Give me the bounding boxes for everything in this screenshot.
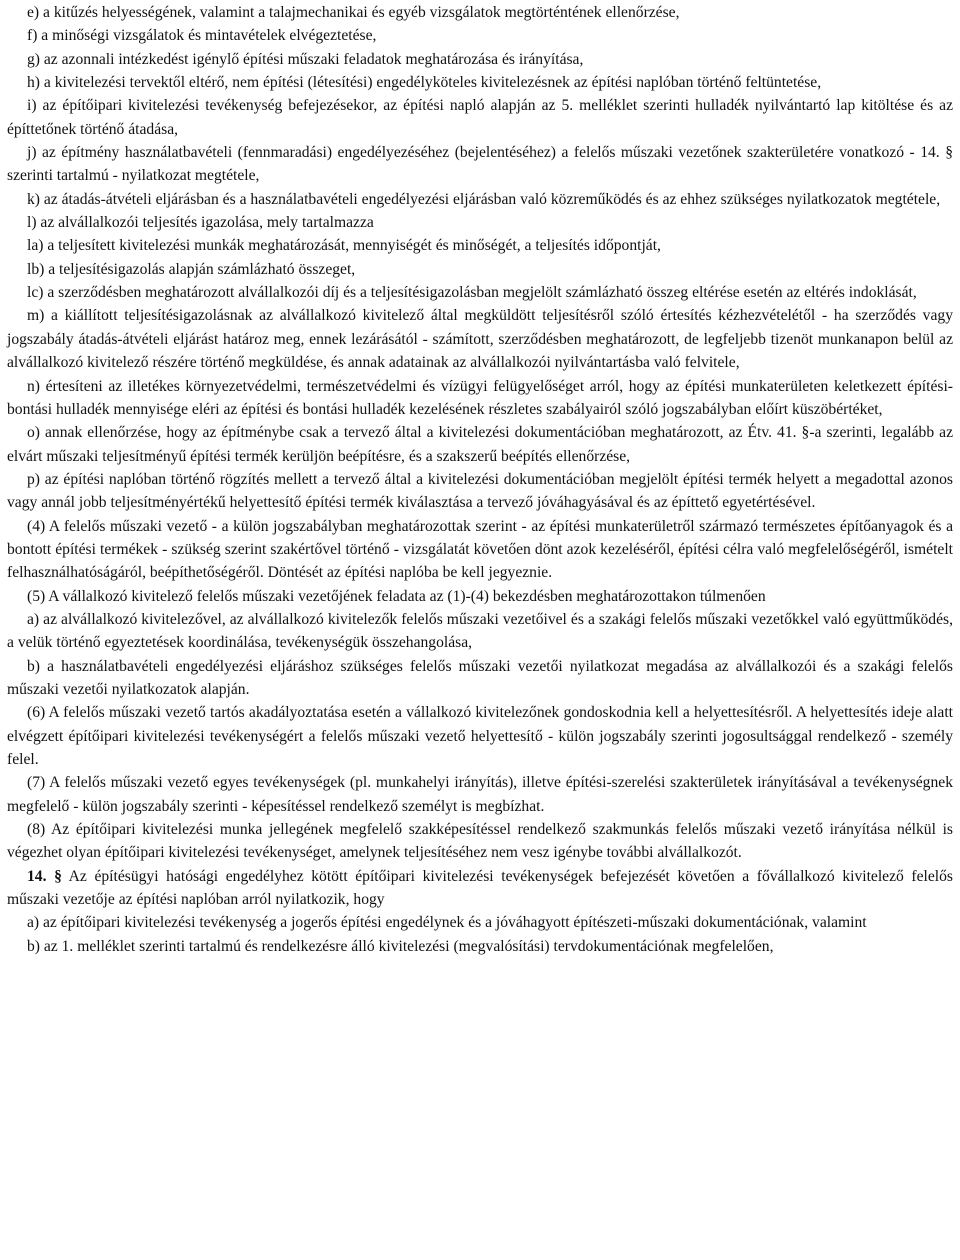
paragraph-5-item-b: b) a használatbavételi engedélyezési eljáráshoz szükséges felelős műszaki vezetői nyilatkozat megadása az alvállalkozói és a szakági felelős műszaki vezetői nyilatkozatok alapján. <box>7 657 953 698</box>
list-item-lc: lc) a szerződésben meghatározott alvállalkozói díj és a teljesítésigazolásban megjelölt számlázható összeg eltérése esetén az eltérés indoklását, <box>27 284 917 302</box>
section-14-item-a: a) az építőipari kivitelezési tevékenység a jogerős építési engedélynek és a jóváhagyott építészeti-műszaki dokumentációnak, valamint <box>27 914 867 932</box>
list-item-f: f) a minőségi vizsgálatok és mintavételek elvégeztetése, <box>27 27 377 45</box>
list-item-j: j) az építmény használatbavételi (fennmaradási) engedélyezéséhez (bejelentéséhez) a felelős műszaki vezetőnek szakterületére vonatkozó - 14. § szerinti tartalmú - nyilatkozat megtétele, <box>7 144 953 185</box>
list-item-h: h) a kivitelezési tervektől eltérő, nem építési (létesítési) engedélyköteles kivitelezésnek az építési naplóban történő feltüntetése, <box>27 74 822 92</box>
section-14-text: Az építésügyi hatósági engedélyhez kötött építőipari kivitelezési tevékenységek befejezését követően a fővállalkozó kivitelező felelős műszaki vezetője az építési naplóban arról nyilatkozik, hogy <box>7 867 953 909</box>
paragraph-6: (6) A felelős műszaki vezető tartós akadályoztatása esetén a vállalkozó kivitelezőnek gondoskodnia kell a helyettesítésről. A helyettesítés ideje alatt elvégzett építőipari kivitelezési tevékenységért a felelős műszaki vezető helyettesítő - külön jogszabály szerinti jogosultsággal rendelkező - személy felel. <box>7 704 953 768</box>
section-14 <box>7 865 953 912</box>
section-14-item-b: b) az 1. melléklet szerinti tartalmú és rendelkezésre álló kivitelezési (megvalósítási) tervdokumentációnak megfelelően, <box>27 937 774 955</box>
list-item-g: g) az azonnali intézkedést igénylő építési műszaki feladatok meghatározása és irányítása, <box>27 50 584 68</box>
paragraph-8: (8) Az építőipari kivitelezési munka jellegének megfelelő szakképesítéssel rendelkező szakmunkás felelős műszaki vezető irányítása nélkül is végezhet olyan építőipari kivitelezési tevékenységet, amelynek teljesítéséhez nem vesz igénybe további alvállalkozót. <box>7 821 953 862</box>
paragraph-7: (7) A felelős műszaki vezető egyes tevékenységek (pl. munkahelyi irányítás), illetve építési-szerelési szakterületek irányításával a tevékenységnek megfelelő - külön jogszabály szerinti - képesítéssel rendelkező személyt is megbízhat. <box>7 774 953 815</box>
list-item-lb: lb) a teljesítésigazolás alapján számlázható összeget, <box>27 260 356 278</box>
section-number: 14. § <box>27 867 62 885</box>
list-item-e: e) a kitűzés helyességének, valamint a talajmechanikai és egyéb vizsgálatok megtörténtének ellenőrzése, <box>27 4 680 21</box>
list-item-o: o) annak ellenőrzése, hogy az építménybe csak a tervező által a kivitelezési dokumentációban meghatározott, az Étv. 41. §-a szerinti, legalább az elvárt műszaki teljesítményű építési termék kerüljön beépítésre, és a szakszerű beépítés ellenőrzése, <box>7 424 953 465</box>
paragraph-5-item-a: a) az alvállalkozó kivitelezővel, az alvállalkozó kivitelezők felelős műszaki vezetőivel és a szakági felelős műszaki vezetőkkel való együttműködés, a velük történő egyeztetések koordinálása, tevékenységük összehangolása, <box>7 610 953 652</box>
list-item-l: l) az alvállalkozói teljesítés igazolása, mely tartalmazza <box>27 214 374 232</box>
list-item-la: la) a teljesített kivitelezési munkák meghatározását, mennyiségét és minőségét, a teljesítés időpontját, <box>27 237 661 255</box>
paragraph-4: (4) A felelős műszaki vezető - a külön jogszabályban meghatározottak szerint - az építési munkaterületről származó természetes építőanyagok és a bontott építési termékek - szükség szerint szakértővel történő - vizsgálatát követően dönt azok kezeléséről, építési célra való megfelelőségéről, ismételt felhasználhatóságáról, beépíthetőségéről. Döntését az építési naplóba be kell jegyeznie. <box>7 517 953 582</box>
list-item-n: n) értesíteni az illetékes környezetvédelmi, természetvédelmi és vízügyi felügyelőséget arról, hogy az építési munkaterületen keletkezett építési-bontási hulladék mennyisége eléri az építési és bontási hulladék kezelésének részletes szabályairól szóló jogszabályban előírt küszöbértéket, <box>7 377 953 418</box>
list-item-p: p) az építési naplóban történő rögzítés mellett a tervező által a kivitelezési dokumentációban megjelölt építési termék helyett a megadottal azonos vagy annál jobb teljesítményértékű helyettesítő építési termék kiválasztása a tervező jóváhagyásával és az építtető egyetértésével. <box>7 470 953 512</box>
list-item-i: i) az építőipari kivitelezési tevékenység befejezésekor, az építési napló alapján az 5. melléklet szerinti hulladék nyilvántartó lap kitöltése és az építtetőnek történő átadása, <box>7 97 953 138</box>
list-item-k: k) az átadás-átvételi eljárásban és a használatbavételi engedélyezési eljárásban való közreműködés és az ehhez szükséges nyilatkozatok megtétele, <box>27 190 941 208</box>
list-item-m: m) a kiállított teljesítésigazolásnak az alvállalkozó kivitelező által megküldött teljesítésről szóló értesítés kézhezvételétől - ha szerződés vagy jogszabály átadás-átvételi eljárást határoz meg, ennek lezárásától - számított, szerződésben meghatározott, de legfeljebb tizenöt munkanapon belül az alvállalkozó kivitelező részére történő megküldése, és annak adatainak az alvállalkozói nyilvántartásba való felvitele, <box>7 307 953 372</box>
paragraph-5: (5) A vállalkozó kivitelező felelős műszaki vezetőjének feladata az (1)-(4) bekezdésben meghatározottakon túlmenően <box>27 587 766 605</box>
